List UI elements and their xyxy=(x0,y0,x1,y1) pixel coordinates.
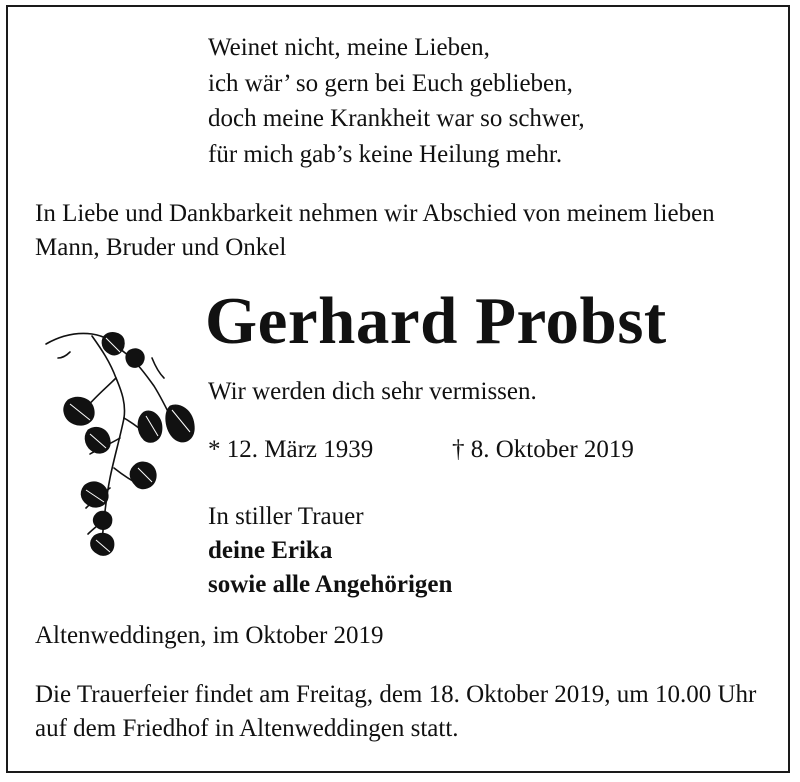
birth-date: * 12. März 1939 xyxy=(208,436,374,463)
intro-text: In Liebe und Dankbarkeit nehmen wir Abschied von meinem lieben Mann, Bruder und Onkel xyxy=(35,200,715,261)
birch-branch-icon xyxy=(40,328,200,573)
poem-line: doch meine Krankheit war so schwer, xyxy=(208,105,585,132)
poem xyxy=(208,30,585,172)
poem-line: ich wär’ so gern bei Euch geblieben, xyxy=(208,69,573,97)
death-date: † 8. Oktober 2019 xyxy=(452,436,634,463)
mourners-line: In stiller Trauer xyxy=(208,503,364,530)
poem-line: Weinet nicht, meine Lieben, xyxy=(208,34,490,61)
mourners-line: sowie alle Angehörigen xyxy=(208,571,453,598)
mourners xyxy=(208,500,452,602)
deceased-name: Gerhard Probst xyxy=(205,284,667,358)
subtitle: Wir werden dich sehr vermissen. xyxy=(208,378,537,405)
mourners-line: deine Erika xyxy=(208,537,333,564)
service-info: Die Trauerfeier findet am Freitag, dem 18. Oktober 2019, um 10.00 Uhr auf dem Friedhof in Altenweddingen statt. xyxy=(35,681,757,742)
place-date: Altenweddingen, im Oktober 2019 xyxy=(35,622,384,649)
poem-line: für mich gab’s keine Heilung mehr. xyxy=(208,140,563,168)
dates xyxy=(208,434,634,466)
